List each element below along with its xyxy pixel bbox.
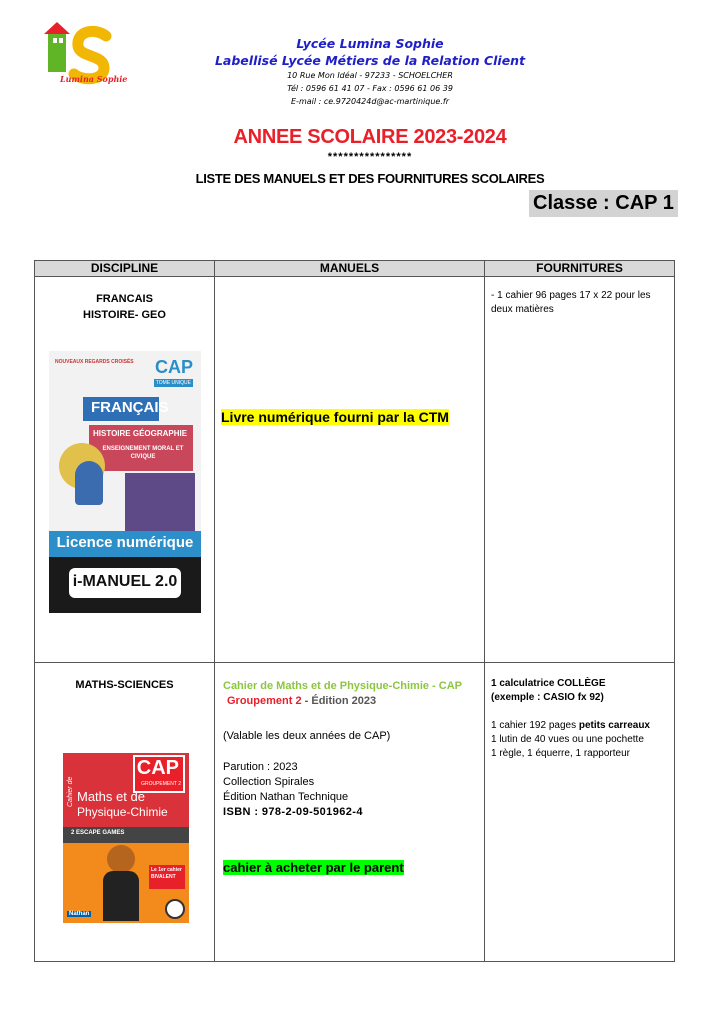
list-title: LISTE DES MANUELS ET DES FOURNITURES SCOLAIRES bbox=[195, 171, 545, 186]
header-manuels: MANUELS bbox=[215, 261, 485, 277]
supply-item: 1 règle, 1 équerre, 1 rapporteur bbox=[491, 748, 630, 759]
logo-text: Lumina Sophie bbox=[60, 74, 128, 84]
cover-licence: Licence numérique bbox=[56, 534, 194, 551]
header-discipline: DISCIPLINE bbox=[35, 261, 215, 277]
manual-parution: Parution : 2023 bbox=[223, 761, 298, 773]
manuels-cell bbox=[215, 277, 485, 663]
discipline-name: FRANCAIS bbox=[96, 293, 153, 305]
table-row bbox=[35, 277, 675, 663]
zoom-icon bbox=[165, 899, 185, 919]
table-row bbox=[35, 663, 675, 962]
cover-group: GROUPEMENT 2 bbox=[141, 781, 181, 787]
book-cover-francais bbox=[49, 351, 201, 613]
class-badge: Classe : CAP 1 bbox=[529, 190, 678, 217]
year-title: ANNEE SCOLAIRE 2023-2024 bbox=[233, 126, 507, 148]
manual-collection: Collection Spirales bbox=[223, 776, 315, 788]
cover-top: Cahier de bbox=[67, 776, 74, 807]
school-phone: Tél : 0596 61 41 07 - Fax : 0596 61 06 39 bbox=[287, 84, 453, 93]
cover-subject: Physique-Chimie bbox=[77, 805, 168, 819]
cover-imanuel: i-MANUEL 2.0 bbox=[72, 573, 178, 590]
school-email: E-mail : ce.9720424d@ac-martinique.fr bbox=[291, 97, 449, 106]
cover-publisher: Nathan bbox=[69, 911, 90, 917]
header-fournitures: FOURNITURES bbox=[485, 261, 675, 277]
book-cover-maths bbox=[63, 737, 189, 923]
fournitures-cell bbox=[485, 663, 675, 962]
cover-level: CAP bbox=[136, 757, 179, 779]
cover-subject: ENSEIGNEMENT MORAL ET CIVIQUE bbox=[102, 446, 184, 460]
manual-publisher: Édition Nathan Technique bbox=[223, 791, 349, 803]
cover-subject: HISTOIRE GÉOGRAPHIE bbox=[93, 429, 188, 438]
school-name: Lycée Lumina Sophie bbox=[296, 36, 444, 51]
school-logo bbox=[40, 20, 128, 88]
manual-note: Livre numérique fourni par la CTM bbox=[221, 409, 449, 425]
manual-isbn: ISBN : 978-2-09-501962-4 bbox=[223, 806, 363, 818]
supply-item-emphasis: petits carreaux bbox=[578, 720, 650, 731]
manual-group: Groupement 2 bbox=[227, 695, 302, 707]
cover-badge: Le 1er cahier BIVALENT bbox=[151, 867, 182, 880]
table-header-row bbox=[35, 261, 675, 277]
supply-item: - 1 cahier 96 pages 17 x 22 pour les deux matières bbox=[491, 290, 651, 315]
stars-divider: **************** bbox=[327, 151, 413, 163]
manual-edition: - Édition 2023 bbox=[301, 695, 377, 707]
cover-series: NOUVEAUX REGARDS CROISÉS bbox=[55, 359, 134, 365]
school-label: Labellisé Lycée Métiers de la Relation Client bbox=[214, 53, 526, 68]
school-address: 10 Rue Mon Idéal - 97233 - SCHOELCHER bbox=[287, 71, 453, 80]
discipline-name: HISTOIRE- GEO bbox=[83, 309, 166, 321]
cover-subject: FRANÇAIS bbox=[91, 399, 169, 416]
cover-tome: TOME UNIQUE bbox=[155, 380, 191, 386]
supply-item: 1 cahier 192 pages bbox=[491, 720, 579, 731]
discipline-cell bbox=[35, 277, 215, 663]
cover-subject: Maths et de bbox=[77, 789, 145, 804]
cover-escape: 2 ESCAPE GAMES bbox=[71, 830, 125, 836]
supplies-table bbox=[34, 260, 675, 962]
discipline-name: MATHS-SCIENCES bbox=[75, 679, 174, 691]
cover-level: CAP bbox=[154, 357, 193, 377]
supply-item: (exemple : CASIO fx 92) bbox=[491, 692, 604, 703]
fournitures-cell bbox=[485, 277, 675, 663]
buy-note: cahier à acheter par le parent bbox=[223, 860, 404, 875]
manual-title: Cahier de Maths et de Physique-Chimie - CAP bbox=[223, 680, 462, 692]
supply-item: 1 calculatrice COLLÈGE bbox=[491, 678, 606, 689]
discipline-cell bbox=[35, 663, 215, 962]
supply-item: 1 lutin de 40 vues ou une pochette bbox=[491, 734, 644, 745]
manuels-cell bbox=[215, 663, 485, 962]
manual-validity: (Valable les deux années de CAP) bbox=[223, 730, 391, 742]
